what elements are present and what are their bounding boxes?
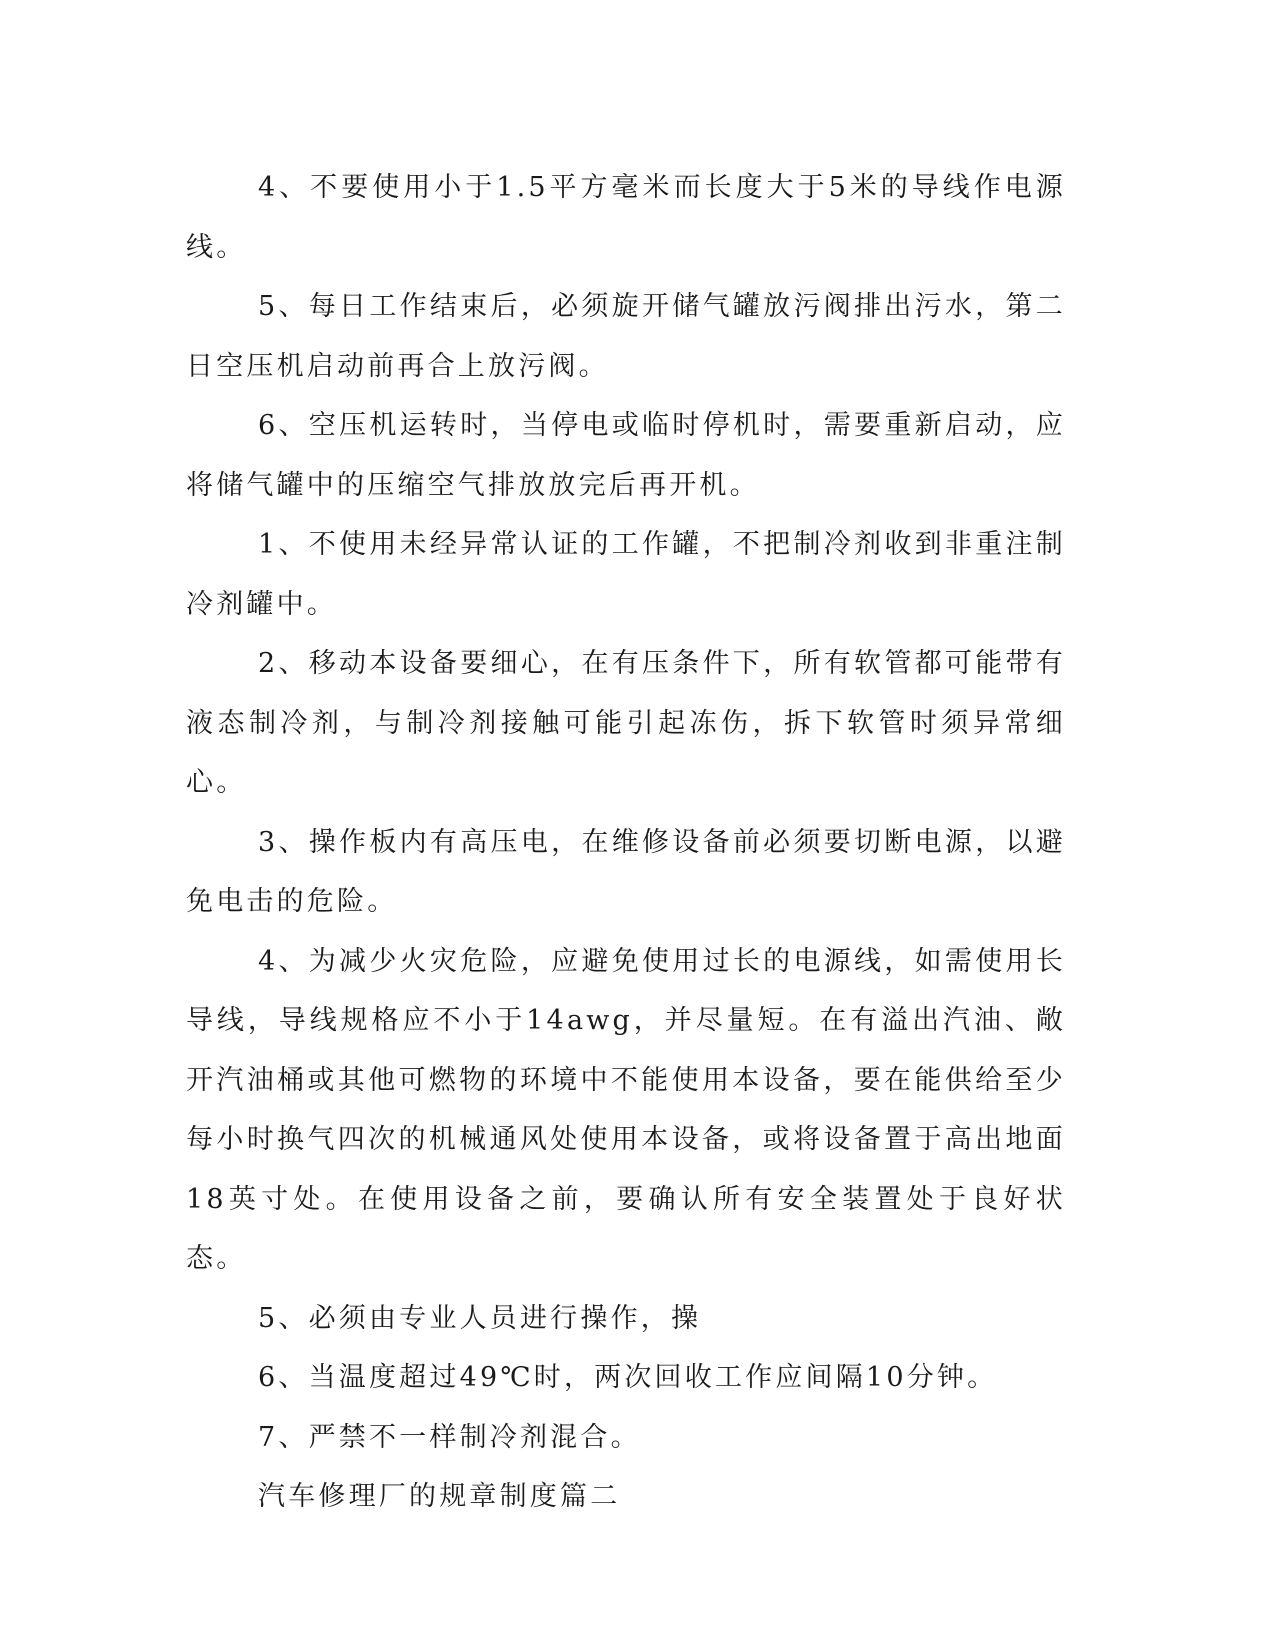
document-body bbox=[186, 158, 1066, 1527]
paragraph-item-2-hoses: 2、移动本设备要细心，在有压条件下，所有软管都可能带有液态制冷剂，与制冷剂接触可能引起冻伤，拆下软管时须异常细心。 bbox=[186, 648, 1066, 798]
paragraph-item-7-mixing: 7、严禁不一样制冷剂混合。 bbox=[258, 1421, 641, 1453]
paragraph-item-1-tank: 1、不使用未经异常认证的工作罐，不把制冷剂收到非重注制冷剂罐中。 bbox=[186, 529, 1066, 620]
paragraph-item-5-operator: 5、必须由专业人员进行操作，操 bbox=[258, 1302, 702, 1334]
paragraph-item-6-temperature: 6、当温度超过49℃时，两次回收工作应间隔10分钟。 bbox=[258, 1362, 998, 1393]
paragraph-item-3-high-voltage: 3、操作板内有高压电，在维修设备前必须要切断电源，以避免电击的危险。 bbox=[186, 826, 1066, 917]
section-heading: 汽车修理厂的规章制度篇二 bbox=[258, 1481, 621, 1512]
paragraph-item-5-drain: 5、每日工作结束后，必须旋开储气罐放污阀排出污水，第二日空压机启动前再合上放污阀。 bbox=[186, 291, 1066, 382]
paragraph-item-4-wire: 4、不要使用小于1.5平方毫米而长度大于5米的导线作电源线。 bbox=[186, 172, 1066, 263]
paragraph-item-6-restart: 6、空压机运转时，当停电或临时停机时，需要重新启动，应将储气罐中的压缩空气排放放完后再开机。 bbox=[186, 410, 1066, 501]
paragraph-item-4-fire-risk: 4、为减少火灾危险，应避免使用过长的电源线，如需使用长导线，导线规格应不小于14awg，并尽量短。在有溢出汽油、敞开汽油桶或其他可燃物的环境中不能使用本设备，要在能供给至少每小时换气四次的机械通风处使用本设备，或将设备置于高出地面18英寸处。在使用设备之前，要确认所有安全装置处于良好状态。 bbox=[186, 945, 1066, 1274]
